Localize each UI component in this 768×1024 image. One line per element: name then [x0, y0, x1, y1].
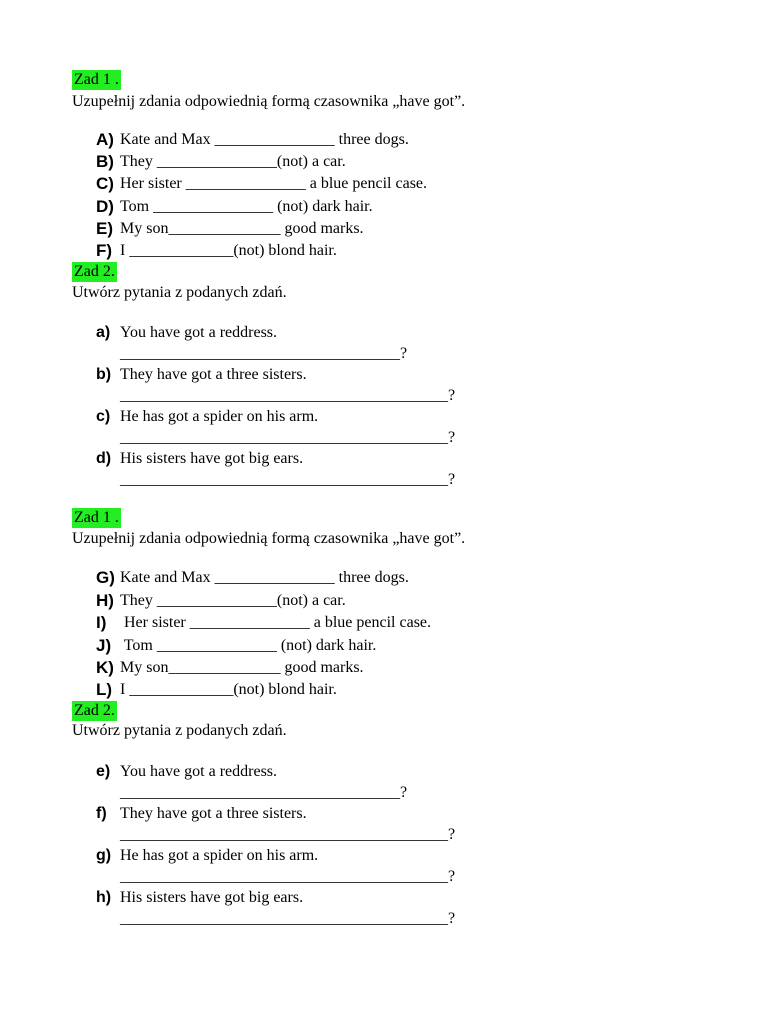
- item-label: C): [96, 174, 114, 193]
- task2-item: [96, 364, 307, 386]
- item-label: h): [96, 889, 112, 906]
- task2-item: [96, 322, 277, 344]
- task1-item: [96, 218, 364, 240]
- item-label: e): [96, 763, 111, 780]
- task2-item: [96, 761, 277, 783]
- item-label: L): [96, 680, 113, 699]
- item-label: I): [96, 613, 107, 632]
- item-label: a): [96, 324, 111, 341]
- answer-line: _________________________________________?: [120, 387, 456, 404]
- item-label: c): [96, 408, 111, 425]
- task2-heading: Zad 2.: [74, 702, 115, 719]
- item-label: H): [96, 591, 114, 610]
- item-text: Kate and Max _______________ three dogs.: [120, 131, 409, 148]
- item-label: D): [96, 197, 114, 216]
- task2-item: [96, 448, 303, 470]
- item-label: E): [96, 219, 113, 238]
- task1-item: [96, 240, 337, 262]
- task2-item: [96, 845, 318, 867]
- task1-item: [96, 679, 337, 701]
- task1-item: [96, 129, 409, 151]
- task2-item: [96, 406, 318, 428]
- item-text: You have got a reddress.: [120, 324, 278, 341]
- item-label: G): [96, 568, 115, 587]
- task1-item: [96, 657, 364, 679]
- item-text: He has got a spider on his arm.: [120, 408, 319, 425]
- item-text: They have got a three sisters.: [120, 366, 307, 383]
- item-text: I _____________(not) blond hair.: [120, 681, 337, 698]
- item-text: They _______________(not) a car.: [120, 592, 346, 609]
- task2-instruction: Utwórz pytania z podanych zdań.: [72, 284, 287, 301]
- task1-item: [96, 151, 346, 173]
- task1-item: [96, 196, 373, 218]
- item-label: g): [96, 847, 112, 864]
- item-text: His sisters have got big ears.: [120, 889, 304, 906]
- task2-instruction: Utwórz pytania z podanych zdań.: [72, 722, 287, 739]
- item-text: My son______________ good marks.: [120, 220, 364, 237]
- answer-line: _________________________________________?: [120, 471, 456, 488]
- item-text: His sisters have got big ears.: [120, 450, 304, 467]
- item-label: A): [96, 130, 114, 149]
- item-text: He has got a spider on his arm.: [120, 847, 319, 864]
- item-text: Her sister _______________ a blue pencil case.: [120, 614, 432, 631]
- answer-line: _________________________________________?: [120, 826, 456, 843]
- item-label: B): [96, 152, 114, 171]
- item-text: Her sister _______________ a blue pencil case.: [120, 175, 428, 192]
- task1-instruction: Uzupełnij zdania odpowiednią formą czasownika „have got”.: [72, 93, 466, 110]
- task2-item: [96, 803, 307, 825]
- item-text: You have got a reddress.: [120, 763, 278, 780]
- task1-item: [96, 612, 431, 634]
- task1-instruction: Uzupełnij zdania odpowiednią formą czasownika „have got”.: [72, 530, 466, 547]
- item-text: Tom _______________ (not) dark hair.: [120, 637, 377, 654]
- answer-line: ___________________________________?: [120, 345, 408, 362]
- item-label: b): [96, 366, 112, 383]
- item-label: K): [96, 658, 114, 677]
- answer-line: ___________________________________?: [120, 784, 408, 801]
- task2-item: [96, 887, 303, 909]
- task1-item: [96, 567, 409, 589]
- item-label: F): [96, 241, 113, 260]
- task1-heading: Zad 1 .: [74, 509, 119, 526]
- task1-heading: Zad 1 .: [74, 71, 119, 88]
- item-text: They have got a three sisters.: [120, 805, 307, 822]
- item-label: J): [96, 636, 112, 655]
- item-text: They _______________(not) a car.: [120, 153, 346, 170]
- task1-item: [96, 590, 346, 612]
- task1-item: [96, 635, 376, 657]
- task2-heading: Zad 2.: [74, 263, 115, 280]
- task1-item: [96, 173, 427, 195]
- answer-line: _________________________________________?: [120, 429, 456, 446]
- answer-line: _________________________________________?: [120, 910, 456, 927]
- item-text: I _____________(not) blond hair.: [120, 242, 337, 259]
- answer-line: _________________________________________?: [120, 868, 456, 885]
- item-text: Tom _______________ (not) dark hair.: [120, 198, 373, 215]
- item-text: Kate and Max _______________ three dogs.: [120, 569, 409, 586]
- item-text: My son______________ good marks.: [120, 659, 364, 676]
- item-label: d): [96, 450, 112, 467]
- item-label: f): [96, 805, 107, 822]
